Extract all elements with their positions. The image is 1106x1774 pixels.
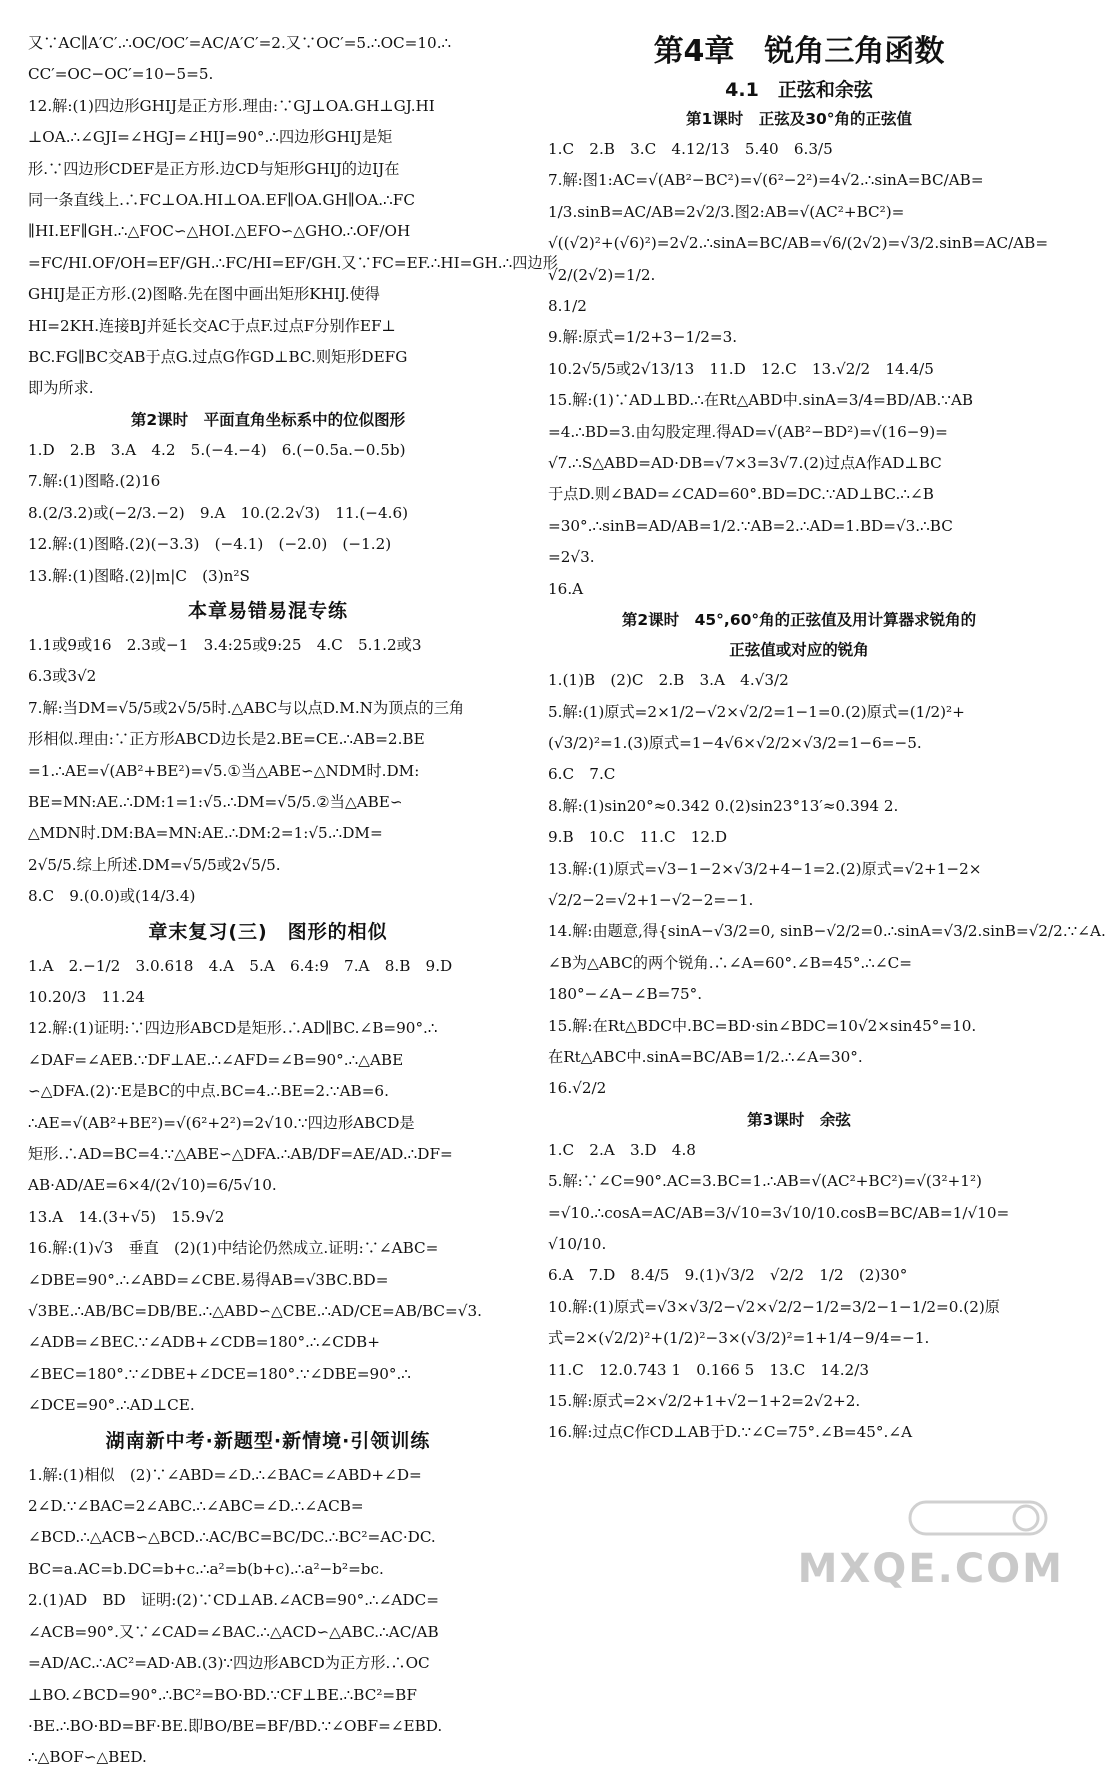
answer-line: 1/3.sinB=AC/AB=2√2/3.图2:AB=√(AC²+BC²)= xyxy=(548,202,905,221)
answer-line: √2/(2√2)=1/2. xyxy=(548,265,656,284)
answer-line: 13.解:(1)原式=√3−1−2×√3/2+4−1=2.(2)原式=√2+1−2× xyxy=(548,859,982,878)
answer-line: BC=a.AC=b.DC=b+c.∴a²=b(b+c).∴a²−b²=bc. xyxy=(28,1559,384,1578)
answer-line: ∠B为△ABC的两个锐角.∴∠A=60°.∠B=45°.∴∠C= xyxy=(548,953,912,972)
answer-line: 1.D 2.B 3.A 4.2 5.(−4.−4) 6.(−0.5a.−0.5b) xyxy=(28,440,406,459)
answer-line: (√3/2)²=1.(3)原式=1−4√6×√2/2×√3/2=1−6=−5. xyxy=(548,733,922,752)
block-heading: 章末复习(三) 图形的相似 xyxy=(148,920,388,943)
answer-line: ∠DBE=90°.∴∠ABD=∠CBE.易得AB=√3BC.BD= xyxy=(28,1270,389,1289)
answer-line: 12.解:(1)图略.(2)(−3.3) (−4.1) (−2.0) (−1.2) xyxy=(28,535,392,554)
answer-line: 12.解:(1)四边形GHIJ是正方形.理由:∵GJ⊥OA.GH⊥GJ.HI xyxy=(28,96,435,115)
answer-line: 7.解:当DM=√5/5或2√5/5时.△ABC与以点D.M.N为顶点的三角 xyxy=(28,698,465,717)
answer-line: ⊥OA.∴∠GJI=∠HGJ=∠HIJ=90°.∴四边形GHIJ是矩 xyxy=(28,128,393,147)
answer-line: ·BE.∴BO·BD=BF·BE.即BO/BE=BF/BD.∵∠OBF=∠EBD. xyxy=(28,1716,443,1735)
answer-line: =1.∴AE=√(AB²+BE²)=√5.①当△ABE∽△NDM时.DM: xyxy=(28,761,420,780)
answer-line: 式=2×(√2/2)²+(1/2)²−3×(√3/2)²=1+1/4−9/4=−1. xyxy=(548,1329,930,1348)
lesson-heading: 第2课时 45°,60°角的正弦值及用计算器求锐角的 xyxy=(621,611,977,630)
answer-line: 13.A 14.(3+√5) 15.9√2 xyxy=(28,1207,225,1226)
answer-line: 形.∵四边形CDEF是正方形.边CD与矩形GHIJ的边IJ在 xyxy=(28,159,400,178)
answer-line: ∠DCE=90°.∴AD⊥CE. xyxy=(28,1396,195,1415)
answer-line: GHIJ是正方形.(2)图略.先在图中画出矩形KHIJ.使得 xyxy=(28,285,380,304)
answer-line: △MDN时.DM:BA=MN:AE.∴DM:2=1:√5.∴DM= xyxy=(28,824,383,843)
answer-line: 1.解:(1)相似 (2)∵∠ABD=∠D.∴∠BAC=∠ABD+∠D= xyxy=(28,1465,422,1484)
left-column xyxy=(28,28,558,1774)
answer-line: ∠ACB=90°.又∵∠CAD=∠BAC.∴△ACD∽△ABC.∴AC/AB xyxy=(28,1622,439,1641)
lesson-heading: 第1课时 正弦及30°角的正弦值 xyxy=(685,110,913,128)
block-heading: 本章易错易混专练 xyxy=(187,599,348,622)
answer-line: 10.20/3 11.24 xyxy=(28,987,145,1006)
answer-line: 8.C 9.(0.0)或(14/3.4) xyxy=(28,887,196,906)
answer-line: HI=2KH.连接BJ并延长交AC于点F.过点F分别作EF⊥ xyxy=(28,316,396,335)
answer-line: 又∵AC∥A′C′.∴OC/OC′=AC/A′C′=2.又∵OC′=5.∴OC=10.∴ xyxy=(28,34,452,52)
answer-line: 1.C 2.A 3.D 4.8 xyxy=(548,1140,696,1159)
answer-line: 即为所求. xyxy=(28,379,94,398)
answer-line: ∠BEC=180°.∵∠DBE+∠DCE=180°.∵∠DBE=90°.∴ xyxy=(28,1364,411,1383)
answer-line: 在Rt△ABC中.sinA=BC/AB=1/2.∴∠A=30°. xyxy=(548,1047,863,1066)
answer-line: 16.解:(1)√3 垂直 (2)(1)中结论仍然成立.证明:∵∠ABC= xyxy=(28,1239,439,1258)
answer-line: 2.(1)AD BD 证明:(2)∵CD⊥AB.∠ACB=90°.∴∠ADC= xyxy=(28,1591,439,1610)
chapter-heading: 第4章 锐角三角函数 xyxy=(653,34,945,69)
answer-line: 形相似.理由:∵正方形ABCD边长是2.BE=CE.∴AB=2.BE xyxy=(28,730,425,749)
answer-line: 于点D.则∠BAD=∠CAD=60°.BD=DC.∵AD⊥BC.∴∠B xyxy=(548,485,934,504)
answer-line: 15.解:原式=2×√2/2+1+√2−1+2=2√2+2. xyxy=(548,1392,861,1411)
lesson-heading: 第3课时 余弦 xyxy=(747,1110,851,1129)
right-column xyxy=(548,28,1106,1449)
answer-line: BC.FG∥BC交AB于点G.过点G作GD⊥BC.则矩形DEFG xyxy=(28,348,408,367)
answer-line: 1.(1)B (2)C 2.B 3.A 4.√3/2 xyxy=(548,671,789,690)
answer-line: 7.解:图1:AC=√(AB²−BC²)=√(6²−2²)=4√2.∴sinA=BC/AB= xyxy=(548,171,984,190)
answer-line: 1.A 2.−1/2 3.0.618 4.A 5.A 6.4:9 7.A 8.B 9.D xyxy=(28,956,453,975)
answer-line: 2√5/5.综上所述.DM=√5/5或2√5/5. xyxy=(28,855,281,874)
answer-line: 180°−∠A−∠B=75°. xyxy=(548,985,703,1004)
answer-line: 7.解:(1)图略.(2)16 xyxy=(28,472,161,491)
answer-line: =FC/HI.OF/OH=EF/GH.∴FC/HI=EF/GH.又∵FC=EF.∴HI=GH.∴四边形 xyxy=(28,253,558,272)
answer-line: 8.解:(1)sin20°≈0.342 0.(2)sin23°13′≈0.394 2. xyxy=(548,796,899,815)
answer-line: 2∠D.∵∠BAC=2∠ABC.∴∠ABC=∠D.∴∠ACB= xyxy=(28,1497,364,1516)
answer-line: 15.解:(1)∵AD⊥BD.∴在Rt△ABD中.sinA=3/4=BD/AB.∵AB xyxy=(548,391,974,410)
answer-line: 12.解:(1)证明:∵四边形ABCD是矩形.∴AD∥BC.∠B=90°.∴ xyxy=(28,1019,438,1038)
lesson-heading: 第2课时 平面直角坐标系中的位似图形 xyxy=(130,410,406,429)
answer-line: 11.C 12.0.743 1 0.166 5 13.C 14.2/3 xyxy=(548,1360,869,1379)
section-heading: 4.1 正弦和余弦 xyxy=(725,79,873,101)
lesson-heading: 正弦值或对应的锐角 xyxy=(729,641,869,660)
answer-line: 13.解:(1)图略.(2)|m|C (3)n²S xyxy=(28,566,250,585)
answer-line: 5.解:(1)原式=2×1/2−√2×√2/2=1−1=0.(2)原式=(1/2)²+ xyxy=(548,702,965,721)
answer-line: 同一条直线上.∴FC⊥OA.HI⊥OA.EF∥OA.GH∥OA.∴FC xyxy=(28,191,415,210)
answer-line: 8.1/2 xyxy=(548,297,587,316)
answer-line: =30°.∴sinB=AD/AB=1/2.∵AB=2.∴AD=1.BD=√3.∴BC xyxy=(548,516,953,535)
answer-line: 1.1或9或16 2.3或−1 3.4:25或9:25 4.C 5.1.2或3 xyxy=(28,635,422,654)
answer-line: ∠BCD.∴△ACB∽△BCD.∴AC/BC=BC/DC.∴BC²=AC·DC. xyxy=(28,1528,436,1547)
answer-line: 6.A 7.D 8.4/5 9.(1)√3/2 √2/2 1/2 (2)30° xyxy=(548,1266,908,1285)
answer-line: √2/2−2=√2+1−√2−2=−1. xyxy=(548,890,754,909)
watermark-logo-icon xyxy=(908,1498,1048,1538)
block-heading: 湖南新中考·新题型·新情境·引领训练 xyxy=(105,1429,431,1452)
answer-line: AB·AD/AE=6×4/(2√10)=6/5√10. xyxy=(28,1176,277,1195)
answer-line: 1.C 2.B 3.C 4.12/13 5.40 6.3/5 xyxy=(548,140,833,158)
answer-line: 16.解:过点C作CD⊥AB于D.∵∠C=75°.∠B=45°.∠A xyxy=(548,1423,913,1442)
answer-line: 14.解:由题意,得{sinA−√3/2=0, sinB−√2/2=0.∴sinA=√3/2.sinB=√2/2.∵∠A. xyxy=(548,922,1106,941)
answer-line: ∴△BOF∽△BED. xyxy=(28,1748,147,1767)
answer-line: 6.3或3√2 xyxy=(28,667,97,686)
answer-line: √7.∴S△ABD=AD·DB=√7×3=3√7.(2)过点A作AD⊥BC xyxy=(548,454,942,473)
answer-line: =2√3. xyxy=(548,548,595,567)
answer-line: 5.解:∵∠C=90°.AC=3.BC=1.∴AB=√(AC²+BC²)=√(3²+1²) xyxy=(548,1172,982,1191)
answer-line: 9.B 10.C 11.C 12.D xyxy=(548,828,728,847)
answer-line: 8.(2/3.2)或(−2/3.−2) 9.A 10.(2.2√3) 11.(−4.6) xyxy=(28,503,409,522)
answer-line: =√10.∴cosA=AC/AB=3/√10=3√10/10.cosB=BC/AB=1/√10= xyxy=(548,1203,1010,1222)
answer-line: 15.解:在Rt△BDC中.BC=BD·sin∠BDC=10√2×sin45°=10. xyxy=(548,1016,977,1035)
answer-line: √((√2)²+(√6)²)=2√2.∴sinA=BC/AB=√6/(2√2)=√3/2.sinB=AC/AB= xyxy=(548,234,1049,253)
answer-line: BE=MN:AE.∴DM:1=1:√5.∴DM=√5/5.②当△ABE∽ xyxy=(28,792,403,811)
answer-line: 16.√2/2 xyxy=(548,1079,607,1098)
answer-line: √3BE.∴AB/BC=DB/BE.∴△ABD∽△CBE.∴AD/CE=AB/BC=√3. xyxy=(28,1302,482,1321)
answer-line: 矩形.∴AD=BC=4.∵△ABE∽△DFA.∴AB/DF=AE/AD.∴DF= xyxy=(28,1145,453,1163)
answer-line: 6.C 7.C xyxy=(548,765,616,784)
answer-line: ∠ADB=∠BEC.∵∠ADB+∠CDB=180°.∴∠CDB+ xyxy=(28,1333,380,1352)
answer-line: 9.解:原式=1/2+3−1/2=3. xyxy=(548,328,738,347)
answer-line: √10/10. xyxy=(548,1235,607,1253)
answer-line: ∥HI.EF∥GH.∴△FOC∽△HOI.△EFO∽△GHO.∴OF/OH xyxy=(28,222,411,241)
answer-line: 10.解:(1)原式=√3×√3/2−√2×√2/2−1/2=3/2−1−1/2=0.(2)原 xyxy=(548,1297,1000,1316)
watermark: MXQE.COM xyxy=(797,1546,1064,1592)
answer-line: ∠DAF=∠AEB.∵DF⊥AE.∴∠AFD=∠B=90°.∴△ABE xyxy=(28,1050,404,1069)
answer-line: ∽△DFA.(2)∵E是BC的中点.BC=4.∴BE=2.∵AB=6. xyxy=(28,1082,389,1101)
answer-line: =4.∴BD=3.由勾股定理.得AD=√(AB²−BD²)=√(16−9)= xyxy=(548,422,948,441)
answer-line: ∴AE=√(AB²+BE²)=√(6²+2²)=2√10.∵四边形ABCD是 xyxy=(28,1113,415,1132)
answer-line: 16.A xyxy=(548,579,584,598)
answer-line: CC′=OC−OC′=10−5=5. xyxy=(28,65,214,84)
answer-line: ⊥BO.∠BCD=90°.∴BC²=BO·BD.∵CF⊥BE.∴BC²=BF xyxy=(28,1685,417,1704)
answer-line: 10.2√5/5或2√13/13 11.D 12.C 13.√2/2 14.4/5 xyxy=(548,359,934,378)
answer-line: =AD/AC.∴AC²=AD·AB.(3)∵四边形ABCD为正方形.∴OC xyxy=(28,1654,430,1673)
